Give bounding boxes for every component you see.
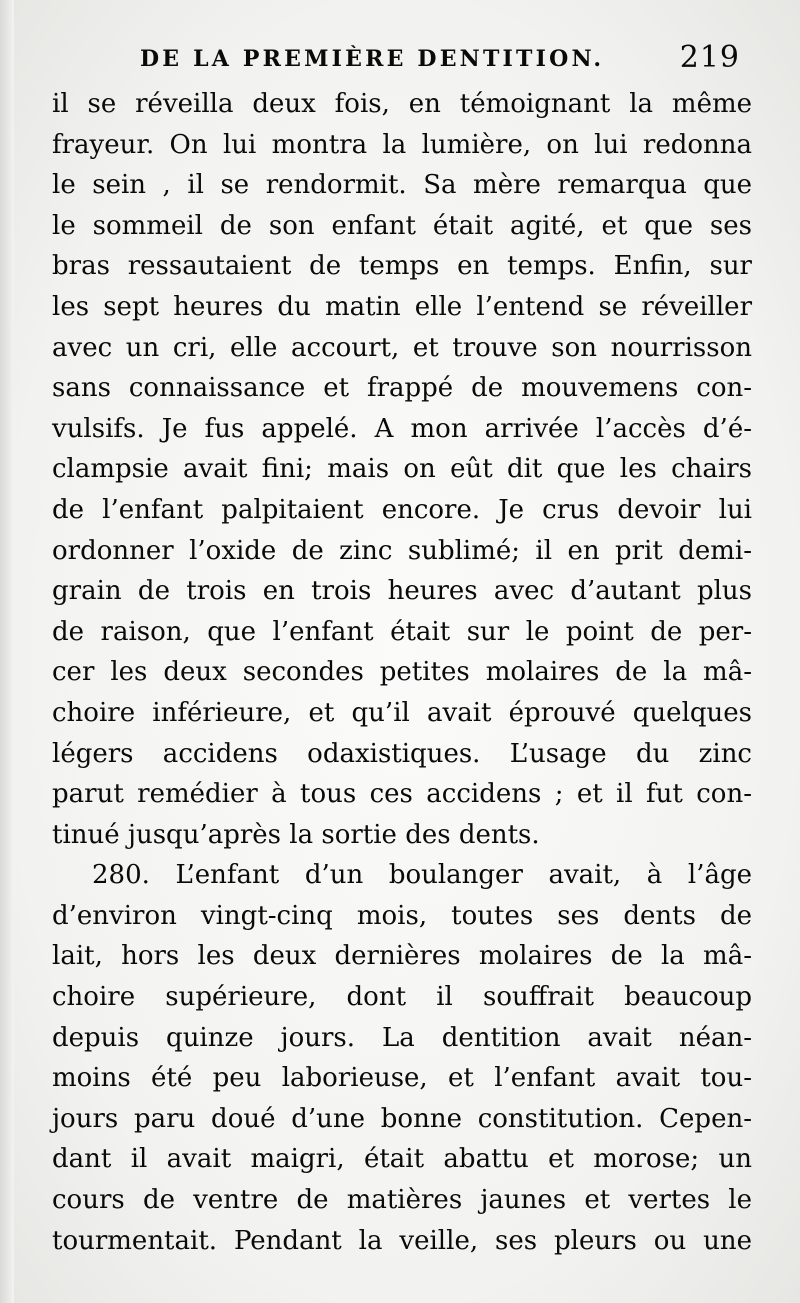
text-line: clampsie avait fini; mais on eût dit que les chairs — [52, 454, 752, 485]
text-line: dant il avait maigri, était abattu et morose; un — [52, 1144, 752, 1175]
text-line: légers accidens odaxistiques. L’usage du zinc — [52, 738, 752, 769]
page-binding-edge — [0, 0, 14, 1303]
text-line: choire inférieure, et qu’il avait éprouvé quelques — [52, 697, 752, 728]
text-line: de l’enfant palpitaient encore. Je crus devoir lui — [52, 494, 752, 525]
running-head — [140, 40, 740, 80]
text-line: sans connaissance et frappé de mouvemens con- — [52, 373, 752, 404]
text-line: 280. L’enfant d’un boulanger avait, à l’âge — [92, 860, 752, 891]
text-line: moins été peu laborieuse, et l’enfant avait tou- — [52, 1063, 752, 1094]
running-title: DE LA PREMIÈRE DENTITION. — [140, 46, 605, 72]
text-line: le sommeil de son enfant était agité, et que ses — [52, 210, 752, 241]
text-line: tourmentait. Pendant la veille, ses pleurs ou une — [52, 1225, 752, 1256]
text-line: le sein , il se rendormit. Sa mère remarqua que — [52, 170, 752, 201]
text-line: jours paru doué d’une bonne constitution. Cepen- — [52, 1103, 752, 1134]
text-line: depuis quinze jours. La dentition avait néan- — [52, 1022, 752, 1053]
text-line: lait, hors les deux dernières molaires de la mâ- — [52, 941, 752, 972]
text-line: vulsifs. Je fus appelé. A mon arrivée l’accès d’é- — [52, 413, 752, 444]
text-line: tinué jusqu’après la sortie des dents. — [52, 819, 540, 850]
text-line: ordonner l’oxide de zinc sublimé; il en prit demi- — [52, 535, 752, 566]
text-line: d’environ vingt-cinq mois, toutes ses dents de — [52, 900, 752, 931]
text-line: de raison, que l’enfant était sur le point de per- — [52, 616, 752, 647]
body-text — [52, 84, 752, 1261]
text-line: parut remédier à tous ces accidens ; et il fut con- — [52, 779, 752, 810]
text-line: il se réveilla deux fois, en témoignant la même — [52, 89, 752, 119]
page-number: 219 — [679, 40, 740, 75]
text-line: les sept heures du matin elle l’entend se réveiller — [52, 291, 752, 322]
text-line: avec un cri, elle accourt, et trouve son nourrisson — [52, 332, 752, 363]
text-line: bras ressautaient de temps en temps. Enfin, sur — [52, 251, 752, 282]
text-line: cer les deux secondes petites molaires de la mâ- — [52, 657, 752, 688]
text-line: frayeur. On lui montra la lumière, on lui redonna — [52, 129, 752, 160]
text-line: grain de trois en trois heures avec d’autant plus — [52, 576, 752, 607]
text-line: cours de ventre de matières jaunes et vertes le — [52, 1185, 752, 1216]
text-line: choire supérieure, dont il souffrait beaucoup — [52, 982, 752, 1013]
